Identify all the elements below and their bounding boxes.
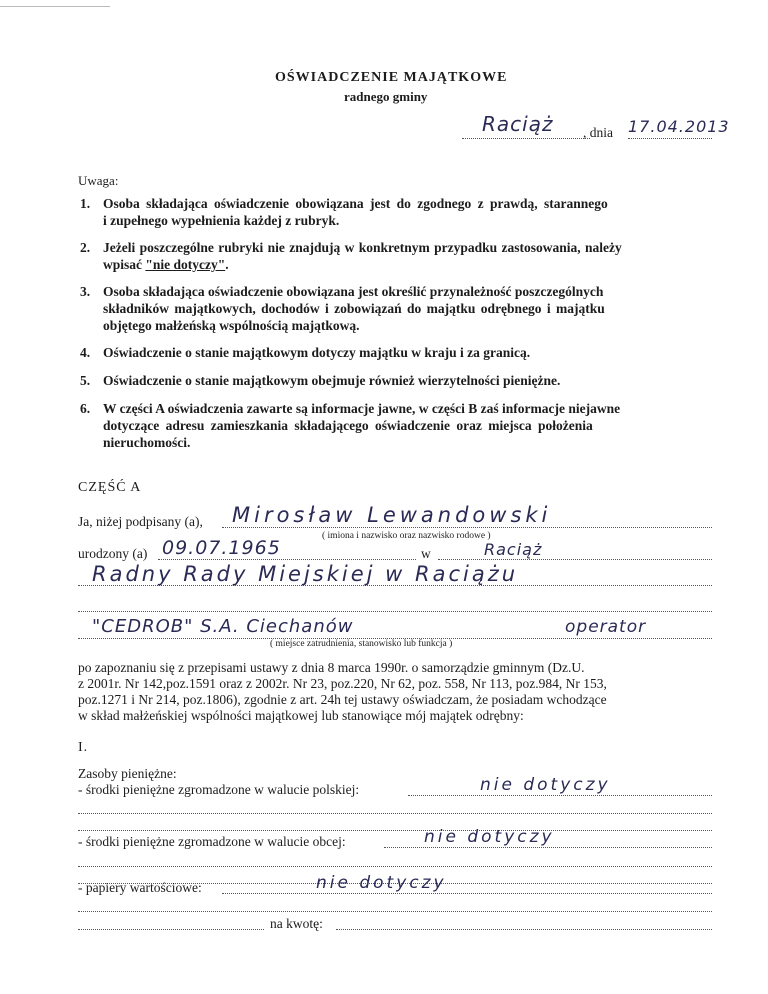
statement-line-4: w skład małżeńskiej wspólności majątkowej lub stanowiące mój majątek odrębny: — [78, 708, 524, 723]
note-1-number: 1. — [80, 196, 91, 211]
born-label: urodzony (a) — [78, 546, 148, 561]
note-6-line-2: dotyczące adresu zamieszkania składającego oświadczenie oraz miejsca położenia — [103, 418, 593, 433]
note-2-line-2 — [103, 257, 229, 273]
position-dotted-line-2 — [78, 611, 712, 612]
part-a-heading: CZĘŚĆ A — [78, 480, 142, 495]
statement-line-2: z 2001r. Nr 142,poz.1591 oraz z 2002r. Nr 23, poz.220, Nr 62, poz. 558, Nr 113, poz.984, Nr 153, — [78, 676, 607, 691]
birth-place-field: Raciąż — [484, 540, 543, 559]
scan-edge-line — [0, 6, 110, 7]
note-3-line-3: objętego małżeńską wspólnością majątkową. — [103, 318, 360, 333]
amount-dotted-line — [336, 929, 712, 930]
job-title-field: operator — [565, 617, 647, 637]
born-in-label: w — [421, 546, 431, 561]
securities-value: nie dotyczy — [316, 873, 447, 893]
document-subtitle: radnego gminy — [344, 89, 428, 104]
place-field: Raciąż — [482, 112, 554, 136]
note-2-line-1: Jeżeli poszczególne rubryki nie znajdują w konkretnym przypadku zastosowania, należy — [103, 240, 622, 255]
note-6-line-3: nieruchomości. — [103, 435, 191, 450]
note-2-prefix: wpisać — [103, 257, 146, 272]
pln-funds-label: - środki pieniężne zgromadzone w walucie polskiej: — [78, 782, 360, 797]
statement-line-1: po zapoznaniu się z przepisami ustawy z dnia 8 marca 1990r. o samorządzie gminnym (Dz.U. — [78, 660, 585, 675]
employer-field: "CEDROB" S.A. Ciechanów — [92, 616, 354, 637]
uwaga-label: Uwaga: — [78, 173, 119, 188]
section-1-numeral: I. — [78, 740, 89, 755]
foreign-funds-label: - środki pieniężne zgromadzone w walucie obcej: — [78, 834, 346, 849]
securities-label: - papiery wartościowe: — [78, 880, 202, 895]
note-1-line-1: Osoba składająca oświadczenie obowiązana jest do zgodnego z prawdą, starannego — [103, 196, 608, 211]
place-dotted-line — [462, 138, 590, 139]
note-4-line-1: Oświadczenie o stanie majątkowym dotyczy majątku w kraju i za granicą. — [103, 345, 531, 360]
pln-extra-dotted-line-2 — [78, 830, 712, 831]
note-4-number: 4. — [80, 345, 91, 360]
statement-line-3: poz.1271 i Nr 214, poz.1806), zgodnie z art. 24h tej ustawy oświadczam, że posiadam wchodzące — [78, 692, 607, 707]
pln-extra-dotted-line-1 — [78, 813, 712, 814]
pln-funds-dotted-line — [408, 795, 712, 796]
note-5-number: 5. — [80, 373, 91, 388]
pln-funds-value: nie dotyczy — [480, 775, 611, 795]
name-dotted-line — [222, 527, 712, 528]
note-2-suffix: . — [225, 257, 229, 272]
note-5-line-1: Oświadczenie o stanie majątkowym obejmuje również wierzytelności pieniężne. — [103, 373, 561, 388]
money-resources-label: Zasoby pieniężne: — [78, 766, 177, 781]
note-3-line-1: Osoba składająca oświadczenie obowiązana jest określić przynależność poszczególnych — [103, 284, 604, 299]
document-title: OŚWIADCZENIE MAJĄTKOWE — [275, 70, 508, 85]
foreign-extra-dotted-line-1 — [78, 866, 712, 867]
note-6-line-1: W części A oświadczenia zawarte są informacje jawne, w części B zaś informacje niejawne — [103, 401, 621, 416]
foreign-funds-value: nie dotyczy — [424, 827, 555, 847]
employment-caption: ( miejsce zatrudnienia, stanowisko lub funkcja ) — [270, 639, 453, 649]
name-field: Mirosław Lewandowski — [232, 503, 552, 527]
note-1-line-2: i zupełnego wypełnienia każdej z rubryk. — [103, 213, 340, 228]
signed-label: Ja, niżej podpisany (a), — [78, 514, 203, 529]
amount-left-dotted-line — [78, 929, 264, 930]
note-3-number: 3. — [80, 284, 91, 299]
birth-place-dotted-line — [438, 559, 712, 560]
securities-extra-dotted-line — [78, 911, 712, 912]
date-field: 17.04.2013 — [628, 117, 730, 136]
date-prefix: , dnia — [583, 125, 613, 140]
securities-dotted-line — [222, 893, 712, 894]
date-dotted-line — [628, 138, 712, 139]
note-2-underlined: "nie dotyczy" — [145, 257, 226, 272]
birth-date-field: 09.07.1965 — [162, 537, 281, 559]
note-6-number: 6. — [80, 401, 91, 416]
name-caption: ( imiona i nazwisko oraz nazwisko rodowe ) — [322, 531, 491, 541]
position-field-1: Radny Rady Miejskiej w Raciążu — [92, 562, 519, 586]
birth-date-dotted-line — [158, 559, 416, 560]
note-2-number: 2. — [80, 240, 91, 255]
note-3-line-2: składników majątkowych, dochodów i zobowiązań do majątku odrębnego i majątku — [103, 301, 605, 316]
amount-label: na kwotę: — [270, 916, 323, 931]
foreign-funds-dotted-line — [384, 847, 712, 848]
